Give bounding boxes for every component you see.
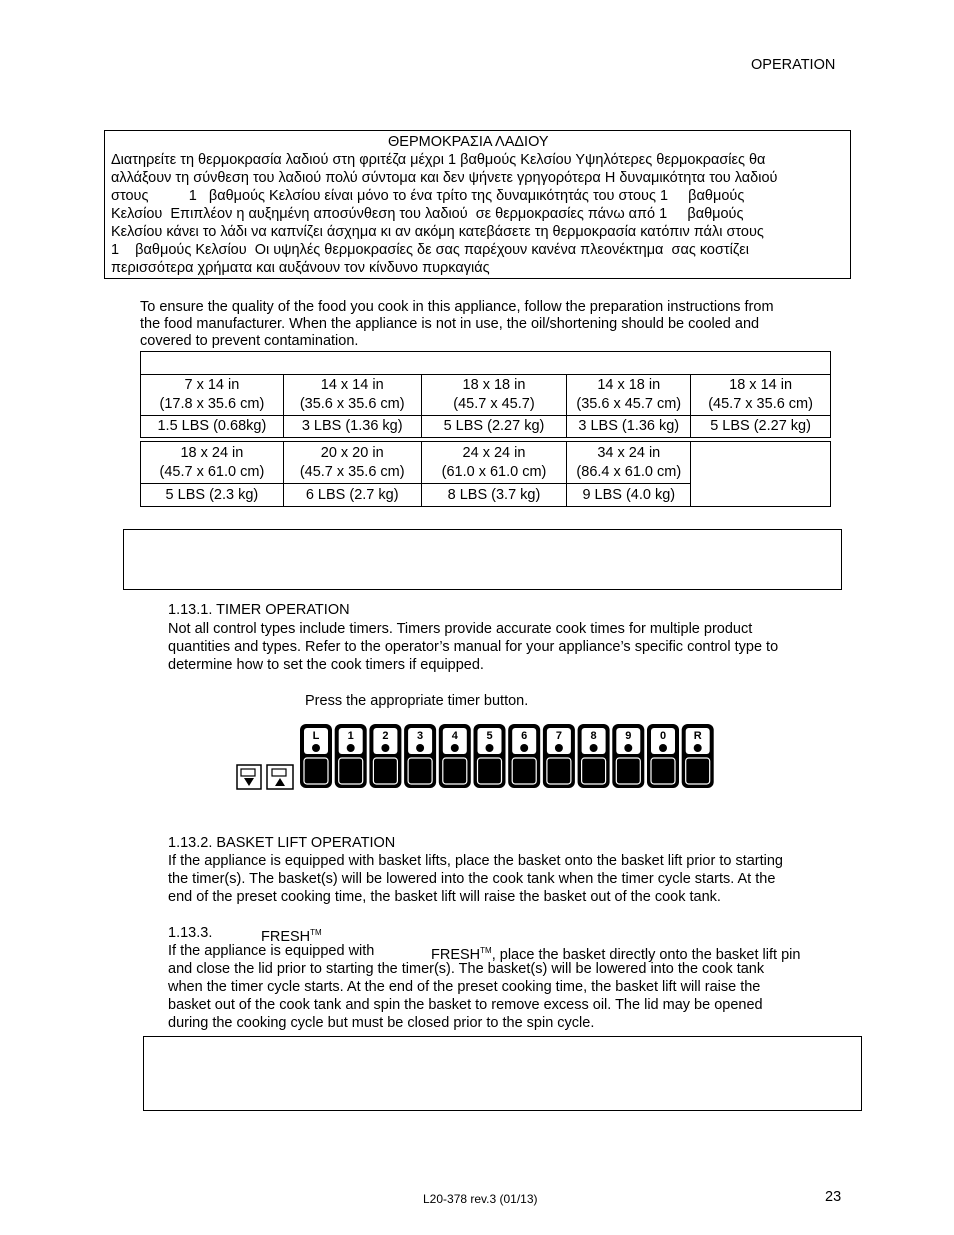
basket-table-row2	[140, 441, 831, 507]
key-press-area	[443, 758, 467, 784]
key-press-area	[408, 758, 432, 784]
document-number: L20-378 rev.3 (01/13)	[423, 1192, 538, 1206]
timer-line: quantities and types. Refer to the operator’s manual for your appliance’s specific control type to	[168, 639, 779, 655]
key-press-area	[651, 758, 675, 784]
fresh-line1-a: If the appliance is equipped with	[168, 943, 375, 959]
basket-load-cell: 8 LBS (3.7 kg)	[421, 484, 567, 507]
timer-key-6[interactable]	[508, 724, 540, 788]
timer-line: determine how to set the cook timers if equipped.	[168, 657, 484, 673]
greek-line: περισσότερα χρήματα και αυξάνουν τον κίνδυνο πυρκαγιάς	[111, 260, 490, 276]
key-label: R	[693, 730, 702, 742]
note-box-2	[143, 1036, 862, 1111]
timer-key-2[interactable]	[369, 724, 401, 788]
timer-keypad	[230, 718, 720, 794]
key-label: 2	[382, 730, 389, 742]
timer-key-3[interactable]	[404, 724, 436, 788]
fresh-line: basket out of the cook tank and spin the basket to remove excess oil. The lid may be opened	[168, 997, 763, 1013]
basket-size-cell: 7 x 14 in (17.8 x 35.6 cm)	[141, 375, 284, 416]
fresh-line: when the timer cycle starts. At the end of the preset cooking time, the basket lift will raise the	[168, 979, 761, 995]
key-indicator-led	[451, 744, 459, 752]
timer-key-9[interactable]	[612, 724, 644, 788]
basket-size-cell: 14 x 18 in (35.6 x 45.7 cm)	[567, 375, 691, 416]
greek-line: στους 1 βαθμούς Κελσίου είναι μόνο το ένα τρίτο της δυναμικότητάς του στους 1 βαθμούς	[111, 188, 745, 204]
basket-size-cell: 18 x 18 in (45.7 x 45.7)	[421, 375, 567, 416]
basket-load-cell: 5 LBS (2.27 kg)	[421, 416, 567, 438]
timer-key-1[interactable]	[335, 724, 367, 788]
key-press-area	[478, 758, 502, 784]
key-press-area	[373, 758, 397, 784]
key-indicator-led	[659, 744, 667, 752]
fresh-line1-b: FRESH™, place the basket directly onto the basket lift pin	[431, 946, 801, 963]
timer-instruction: Press the appropriate timer button.	[305, 693, 529, 709]
timer-line: Not all control types include timers. Timers provide accurate cook times for multiple product	[168, 621, 753, 637]
timer-heading: 1.13.1. TIMER OPERATION	[168, 602, 350, 618]
timer-key-8[interactable]	[578, 724, 610, 788]
basket-table-header	[140, 351, 831, 375]
key-label: 1	[347, 730, 354, 742]
key-label: 5	[486, 730, 493, 742]
key-label: 9	[625, 730, 632, 742]
basket-lift-line: the timer(s). The basket(s) will be lowered into the cook tank when the timer cycle starts. At the	[168, 871, 776, 887]
key-indicator-led	[590, 744, 598, 752]
key-press-area	[686, 758, 710, 784]
fresh-heading-name: FRESH™	[261, 928, 322, 945]
key-press-area	[616, 758, 640, 784]
timer-key-0[interactable]	[647, 724, 679, 788]
basket-lift-heading: 1.13.2. BASKET LIFT OPERATION	[168, 835, 396, 851]
fresh-heading-number: 1.13.3.	[168, 925, 213, 941]
key-indicator-led	[624, 744, 632, 752]
timer-key-r[interactable]	[682, 724, 714, 788]
basket-size-cell: 20 x 20 in (45.7 x 35.6 cm)	[283, 442, 421, 484]
timer-key-7[interactable]	[543, 724, 575, 788]
intro-line: the food manufacturer. When the appliance is not in use, the oil/shortening should be cooled and	[140, 316, 760, 332]
key-indicator-led	[416, 744, 424, 752]
key-press-area	[582, 758, 606, 784]
key-press-area	[512, 758, 536, 784]
key-label: 0	[659, 730, 667, 742]
greek-line: 1 βαθμούς Κελσίου Οι υψηλές θερμοκρασίες δε σας παρέχουν κανένα πλεονέκτημα σας κοστίζει	[111, 242, 749, 258]
greek-line: αλλάξουν τη σύνθεση του λαδιού πολύ σύντομα και δεν ψήνετε γρηγορότερα Η δυναμικότητα του λαδιού	[111, 170, 778, 186]
key-label: 7	[555, 730, 562, 742]
intro-line: covered to prevent contamination.	[140, 333, 359, 349]
timer-key-4[interactable]	[439, 724, 471, 788]
basket-load-cell: 3 LBS (1.36 kg)	[567, 416, 691, 438]
basket-up-icon[interactable]	[267, 765, 293, 789]
basket-size-cell: 18 x 14 in (45.7 x 35.6 cm)	[691, 375, 831, 416]
key-indicator-led	[694, 744, 702, 752]
key-press-area	[547, 758, 571, 784]
basket-lift-line: If the appliance is equipped with basket lifts, place the basket onto the basket lift prior to starting	[168, 853, 783, 869]
key-indicator-led	[486, 744, 494, 752]
basket-load-cell: 9 LBS (4.0 kg)	[567, 484, 691, 507]
basket-lift-line: end of the preset cooking time, the basket lift will raise the basket out of the cook tank.	[168, 889, 721, 905]
basket-size-cell: 18 x 24 in (45.7 x 61.0 cm)	[141, 442, 284, 484]
key-label: L	[312, 730, 320, 742]
basket-table-row1	[140, 374, 831, 438]
key-press-area	[304, 758, 328, 784]
key-indicator-led	[381, 744, 389, 752]
key-indicator-led	[520, 744, 528, 752]
timer-key-5[interactable]	[474, 724, 506, 788]
empty-cell	[691, 442, 831, 507]
key-label: 3	[417, 730, 424, 742]
key-indicator-led	[347, 744, 355, 752]
page-number: 23	[825, 1189, 842, 1205]
basket-down-icon[interactable]	[237, 765, 261, 789]
fresh-line: during the cooking cycle but must be closed prior to the spin cycle.	[168, 1015, 595, 1031]
basket-load-cell: 5 LBS (2.27 kg)	[691, 416, 831, 438]
key-label: 4	[451, 730, 458, 742]
greek-box-title: ΘΕΡΜΟΚΡΑΣΙΑ ΛΑΔΙΟΥ	[388, 134, 549, 150]
greek-line: Κελσίου κάνει το λάδι να καπνίζει άσχημα κι αν ακόμη κατεβάσετε τη θερμοκρασία κατόπιν πάλι στους	[111, 224, 764, 240]
greek-line: Διατηρείτε τη θερμοκρασία λαδιού στη φριτέζα μέχρι 1 βαθμούς Κελσίου Υψηλότερες θερμοκρασίες θα	[111, 152, 766, 168]
intro-line: To ensure the quality of the food you cook in this appliance, follow the preparation instructions from	[140, 299, 774, 315]
section-header: OPERATION	[751, 57, 836, 73]
key-label: 6	[521, 730, 528, 742]
basket-size-cell: 34 x 24 in (86.4 x 61.0 cm)	[567, 442, 691, 484]
basket-size-cell: 24 x 24 in (61.0 x 61.0 cm)	[421, 442, 567, 484]
basket-load-cell: 6 LBS (2.7 kg)	[283, 484, 421, 507]
timer-key-l[interactable]	[300, 724, 332, 788]
key-press-area	[339, 758, 363, 784]
key-indicator-led	[312, 744, 320, 752]
note-box	[123, 529, 842, 590]
key-label: 8	[590, 730, 597, 742]
basket-load-cell: 5 LBS (2.3 kg)	[141, 484, 284, 507]
basket-load-cell: 3 LBS (1.36 kg)	[283, 416, 421, 438]
basket-size-cell: 14 x 14 in (35.6 x 35.6 cm)	[283, 375, 421, 416]
key-indicator-led	[555, 744, 563, 752]
greek-line: Κελσίου Επιπλέον η αυξημένη αποσύνθεση του λαδιού σε θερμοκρασίες πάνω από 1 βαθμούς	[111, 206, 744, 222]
basket-load-cell: 1.5 LBS (0.68kg)	[141, 416, 284, 438]
fresh-line: and close the lid prior to starting the timer(s). The basket(s) will be lowered into the cook tank	[168, 961, 765, 977]
